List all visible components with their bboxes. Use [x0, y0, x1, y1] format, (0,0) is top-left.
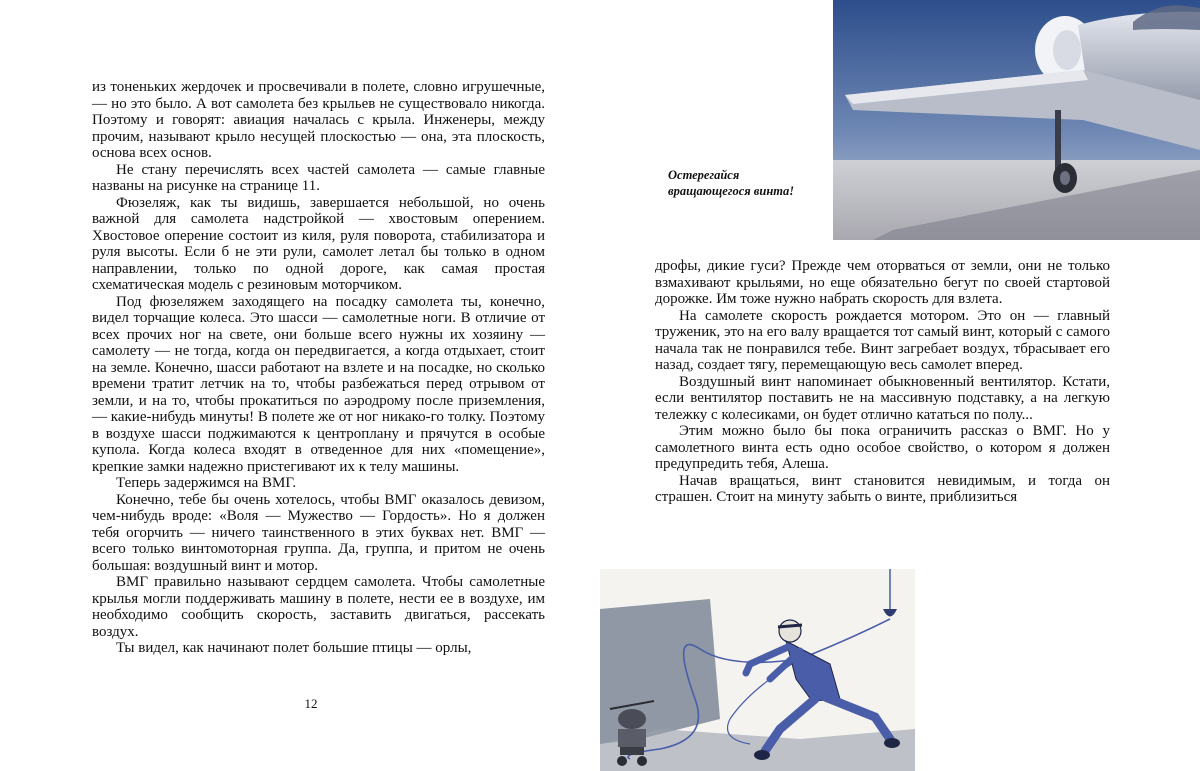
paragraph: Этим можно было бы пока ограничить рассказ о ВМГ. Но у самолетного винта есть одно особое свойство, о котором я должен предупредить тебя, Алеша.: [655, 423, 1110, 472]
paragraph: дрофы, дикие гуси? Прежде чем оторваться от земли, они не только взмахивают крыльями, но еще обязательно бегут по своей стартовой дорожке. Им тоже нужно набрать скорость для взлета.: [655, 258, 1110, 307]
pilot-running-illustration: [600, 569, 915, 771]
airplane-photo: [833, 0, 1200, 240]
paragraph: из тоненьких жердочек и просвечивали в полете, словно игрушечные, — но это было. А вот самолета без крыльев не существовало никогда. Поэтому и говорят: авиация началась с крыла. Инженеры, между прочим, называют крыло несущей плоскостью — она, эта плоскость, основа всех основ.: [92, 79, 545, 161]
left-page-text: [92, 79, 545, 657]
paragraph: Воздушный винт напоминает обыкновенный вентилятор. Кстати, если вентилятор поставить не на массивную подставку, а на легкую тележку с колесиками, он будет отлично кататься по полу...: [655, 373, 1110, 423]
paragraph: Фюзеляж, как ты видишь, завершается небольшой, но очень важной для самолета надстройкой — хвостовым оперением. Хвостовое оперение состоит из киля, руля поворота, стабилизатора и руля высоты. Если б не эти рули, самолет летал бы только в одном направлении, только по одной дороге, как самая простая схематическая модель с резиновым моторчиком.: [92, 194, 545, 293]
paragraph: ВМГ правильно называют сердцем самолета. Чтобы самолетные крылья могли поддерживать машину в полете, нести ее в воздухе, им необходимо сообщить скорость, заставить двигаться, рассекать воздух.: [92, 574, 545, 640]
illustration-caption: Остерегайся вращающегося винта!: [668, 168, 795, 198]
paragraph: Конечно, тебе бы очень хотелось, чтобы ВМГ оказалось девизом, чем-нибудь вроде: «Воля — Мужество — Гордость». Но я должен тебя огорчить — ничего таинственного в этих буквах нет. ВМГ — всего только винтомоторная группа. Да, группа, и притом не очень большая: воздушный винт и мотор.: [92, 491, 545, 574]
paragraph: На самолете скорость рождается мотором. Это он — главный труженик, это на его валу вращается тот самый винт, который с самого начала так не понравился тебе. Винт загребает воздух, тбрасывает его назад, создает тягу, перемещающую весь самолет вперед.: [655, 307, 1110, 373]
paragraph: Теперь задержимся на ВМГ.: [116, 475, 297, 491]
right-page-text: [655, 258, 1110, 506]
page-number: 12: [304, 696, 318, 711]
paragraph: Ты видел, как начинают полет большие птицы — орлы,: [116, 640, 472, 656]
paragraph: Начав вращаться, винт становится невидимым, и тогда он страшен. Стоит на минуту забыть о винте, приблизиться: [655, 472, 1110, 505]
paragraph: Не стану перечислять всех частей самолета — самые главные названы на рисунке на странице 11.: [92, 161, 545, 194]
paragraph: Под фюзеляжем заходящего на посадку самолета ты, конечно, видел торчащие колеса. Это шасси — самолетные ноги. В отличие от всех прочих ног на свете, они больше всего нужны их хозяину — самолету — не тогда, когда он передвигается, а когда отдыхает, стоит на земле. Конечно, шасси работают на взлете и на посадке, но сколько времени тратит летчик на то, чтобы разбежаться перед отрывом от земли, и на то, чтобы прокатиться по аэродрому после приземления, — какие-нибудь минуты! В полете же от ног никако-го толку. Поэтому в воздухе шасси поджимаются к центроплану и прячутся в особые купола. Когда колеса входят в отведенное для них «помещение», крепкие замки надежно пристегивают их к телу машины.: [92, 293, 545, 475]
